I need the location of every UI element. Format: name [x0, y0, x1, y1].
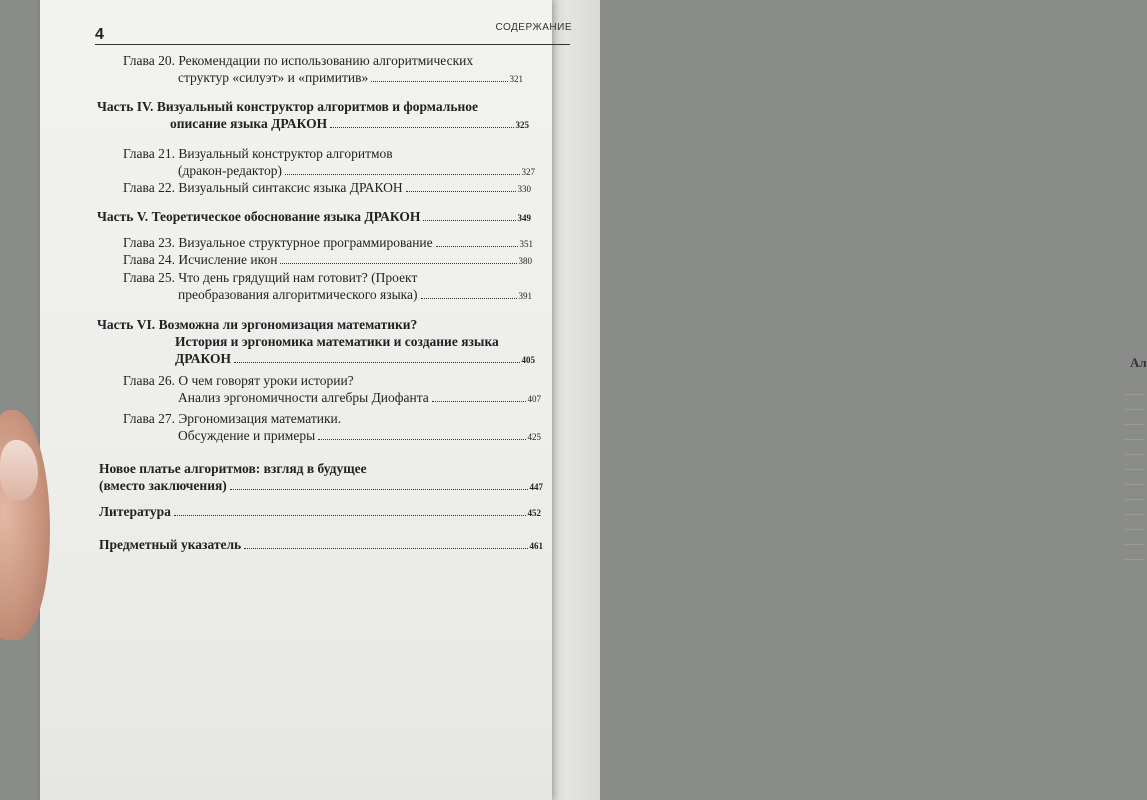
toc-entry-title: Анализ эргономичности алгебры Диофанта [178, 390, 429, 405]
dot-leader [330, 127, 513, 128]
page-ref: 321 [509, 74, 523, 84]
toc-entry-title: О чем говорят уроки истории? [178, 373, 354, 388]
toc-entry-line [123, 410, 341, 427]
page-ref: 325 [515, 120, 529, 130]
toc-part-entry [170, 115, 529, 134]
dot-leader [230, 489, 528, 490]
dot-leader [285, 174, 520, 175]
toc-entry-title: Новое платье алгоритмов: взгляд в будущее [99, 461, 367, 476]
page-number: 4 [95, 26, 104, 43]
part-label: Часть V. [97, 209, 152, 224]
toc-entry-line [123, 52, 473, 69]
dot-leader [436, 246, 518, 247]
toc-chapter-entry [178, 69, 523, 88]
page-ref: 405 [521, 355, 535, 365]
toc-part-entry [175, 350, 535, 369]
dot-leader [318, 439, 525, 440]
part-label: Часть IV. [97, 99, 157, 114]
page-ref: 380 [518, 256, 532, 266]
toc-entry-title: Визуальное структурное программирование [178, 235, 433, 250]
dot-leader [406, 191, 516, 192]
adjacent-page-heading: Ал [1130, 355, 1147, 370]
dot-leader [234, 362, 519, 363]
dot-leader [244, 548, 527, 549]
toc-part-entry [97, 208, 531, 227]
chapter-label: Глава 25. [123, 270, 179, 285]
toc-entry-title: Обсуждение и примеры [178, 428, 316, 443]
toc-chapter-entry [178, 286, 532, 305]
toc-entry-title: Визуальный конструктор алгоритмов [178, 146, 393, 161]
page-ref: 391 [518, 291, 532, 301]
page-ref: 447 [529, 482, 543, 492]
toc-part-entry [99, 477, 543, 496]
dot-leader [280, 263, 516, 264]
toc-entry-line [123, 269, 417, 286]
toc-entry-line [175, 333, 499, 350]
page-ref: 407 [527, 394, 541, 404]
dot-leader [423, 220, 515, 221]
page-ref: 452 [527, 508, 541, 518]
toc-part-entry [99, 536, 543, 555]
toc-entry-title: Визуальный синтаксис языка ДРАКОН [178, 180, 403, 195]
toc-entry-title: История и эргономика математики и создание языка [175, 334, 499, 349]
toc-chapter-entry [178, 427, 541, 446]
page-ref: 349 [517, 213, 531, 223]
toc-entry-line [97, 98, 478, 115]
toc-entry-title: преобразования алгоритмического языка) [178, 287, 418, 302]
toc-entry-title: Предметный указатель [99, 537, 242, 552]
dot-leader [421, 298, 517, 299]
dot-leader [432, 401, 526, 402]
toc-chapter-entry [123, 251, 532, 270]
toc-entry-line [123, 372, 354, 389]
adjacent-page-text-lines [1125, 380, 1145, 574]
toc-entry-title: ДРАКОН [175, 351, 232, 366]
page-ref: 425 [527, 432, 541, 442]
toc-chapter-entry [178, 389, 541, 408]
toc-entry-title: Что день грядущий нам готовит? (Проект [178, 270, 418, 285]
dot-leader [371, 81, 507, 82]
page-ref: 351 [519, 239, 533, 249]
toc-entry-title: структур «силуэт» и «примитив» [178, 70, 369, 85]
chapter-label: Глава 23. [123, 235, 179, 250]
toc-entry-title: описание языка ДРАКОН [170, 116, 328, 131]
dot-leader [174, 515, 526, 516]
page-ref: 330 [517, 184, 531, 194]
toc-entry-title: (дракон-редактор) [178, 163, 282, 178]
chapter-label: Глава 27. [123, 411, 179, 426]
toc-entry-line [123, 145, 393, 162]
toc-entry-line [97, 316, 417, 333]
toc-part-entry [99, 503, 541, 522]
toc-entry-title: (вместо заключения) [99, 478, 227, 493]
chapter-label: Глава 22. [123, 180, 179, 195]
running-head: СОДЕРЖАНИЕ [495, 22, 572, 33]
toc-entry-title: Возможна ли эргономизация математики? [158, 317, 418, 332]
toc-entry-title: Исчисление икон [178, 252, 278, 267]
toc-entry-title: Эргономизация математики. [178, 411, 342, 426]
toc-entry-title: Визуальный конструктор алгоритмов и формальное [156, 99, 478, 114]
page-ref: 327 [521, 167, 535, 177]
toc-entry-title: Рекомендации по использованию алгоритмических [178, 53, 474, 68]
chapter-label: Глава 24. [123, 252, 179, 267]
chapter-label: Глава 21. [123, 146, 179, 161]
page-ref: 461 [529, 541, 543, 551]
chapter-label: Глава 26. [123, 373, 179, 388]
toc-entry-title: Литература [99, 504, 171, 519]
toc-entry-line [99, 460, 367, 477]
toc-entry-title: Теоретическое обоснование языка ДРАКОН [151, 209, 421, 224]
toc-chapter-entry [123, 179, 531, 198]
chapter-label: Глава 20. [123, 53, 179, 68]
part-label: Часть VI. [97, 317, 159, 332]
